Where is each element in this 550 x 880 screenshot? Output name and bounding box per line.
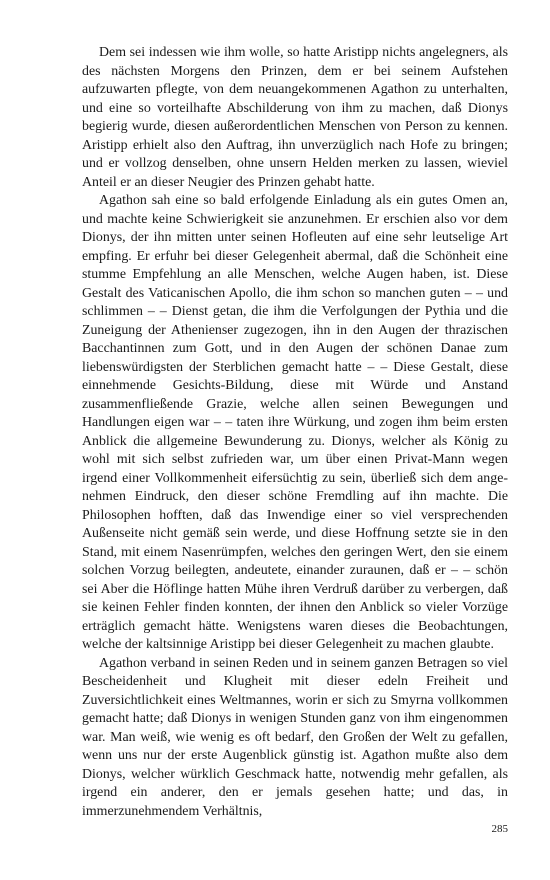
paragraph-1: Dem sei indessen wie ihm wolle, so hatte Aristipp nichts angelegners, als des nächsten Morgens den Prinzen, dem er bei seinem Aufstehen aufzuwarten pflegte, von dem neuangekommenen Agathon zu unterhalten, und eine so vorteilhafte Abschilderung von ihm zu machen, daß Dionys begierig wurde, diesen außerordentlichen Menschen von Person zu kennen. Aristipp erhielt also den Auftrag, ihn unverzüglich nach Hofe zu bringen; und er vollzog denselben, ohne unsern Helden merken zu lassen, wieviel Anteil er an dieser Neugier des Prinzen gehabt hatte. — [82, 45, 508, 190]
page-number: 285 — [491, 823, 508, 835]
paragraph-3: Agathon verband in seinen Reden und in seinem ganzen Betragen so viel Bescheidenheit und Klugheit mit dieser edeln Freiheit und Zuversichtlichkeit eines Weltmannes, worin er sich zu Smyrna vollkommen gemacht hatte; daß Dionys in wenigen Stunden ganz von ihm eingenommen war. Man weiß, wie wenig es oft bedarf, den Großen der Welt zu gefallen, wenn uns nur der erste Augenblick günstig ist. Agathon mußte also dem Dionys, welcher würklich Geschmack hatte, notwendig mehr gefallen, als irgend ein anderer, den er jemals gesehen hatte; und das, in immerzunehmendem Verhältnis, — [82, 655, 508, 819]
body-text — [82, 44, 508, 821]
paragraph-2: Agathon sah eine so bald erfolgende Einladung als ein gutes Omen an, und machte keine Schwierigkeit sie anzunehmen. Er erschien also vor dem Dionys, der ihn mitten unter seinen Hofleuten auf eine sehr leutselige Art empfing. Er erfuhr bei dieser Gelegenheit abermal, daß die Schönheit eine stumme Empfehlung an alle Menschen, welche Augen haben, ist. Diese Gestalt des Vaticanischen Apollo, die ihm schon so manchen guten – – und schlimmen – – Dienst getan, die ihm die Verfolgungen der Pythia und die Zuneigung der Athenienser zugezogen, ihn in den Augen der thrazischen Bacchantinnen zum Gott, und in den Augen der schönen Danae zum liebenswürdigsten der Sterblichen gemacht hatte – – Diese Gestalt, diese einnehmende Gesichts-Bildung, diese mit Würde und Anstand zusammenfließende Grazie, welche allen seinen Bewegungen und Handlungen eigen war – – taten ihre Würkung, und zogen ihm beim ersten Anblick die allgemeine Bewunderung zu. Dionys, welcher als König zu wohl mit sich selbst zufrieden war, um über einen Privat-Mann wegen irgend einer Vollkommenheit eifersüchtig zu sein, überließ sich dem angenehmen Eindruck, den dieser schöne Fremdling auf ihn machte. Die Philosophen hofften, daß das Inwendige einer so viel versprechenden Außenseite nicht gemäß sein werde, und diese Hoffnung setzte sie in den Stand, mit einem Nasenrümpfen, welches den geringen Wert, den sie einem solchen Vorzug beilegten, andeutete, einander zuraunen, daß er – – schön sei Aber die Höflinge hatten Mühe ihren Verdruß darüber zu verbergen, daß sie keinen Fehler finden konnten, der ihnen den Anblick so vieler Vorzüge erträglich gemacht hätte. Wenigstens waren dieses die Beobachtungen, welche der kaltsinnige Aristipp bei dieser Gelegenheit zu machen glaubte. — [82, 193, 508, 652]
